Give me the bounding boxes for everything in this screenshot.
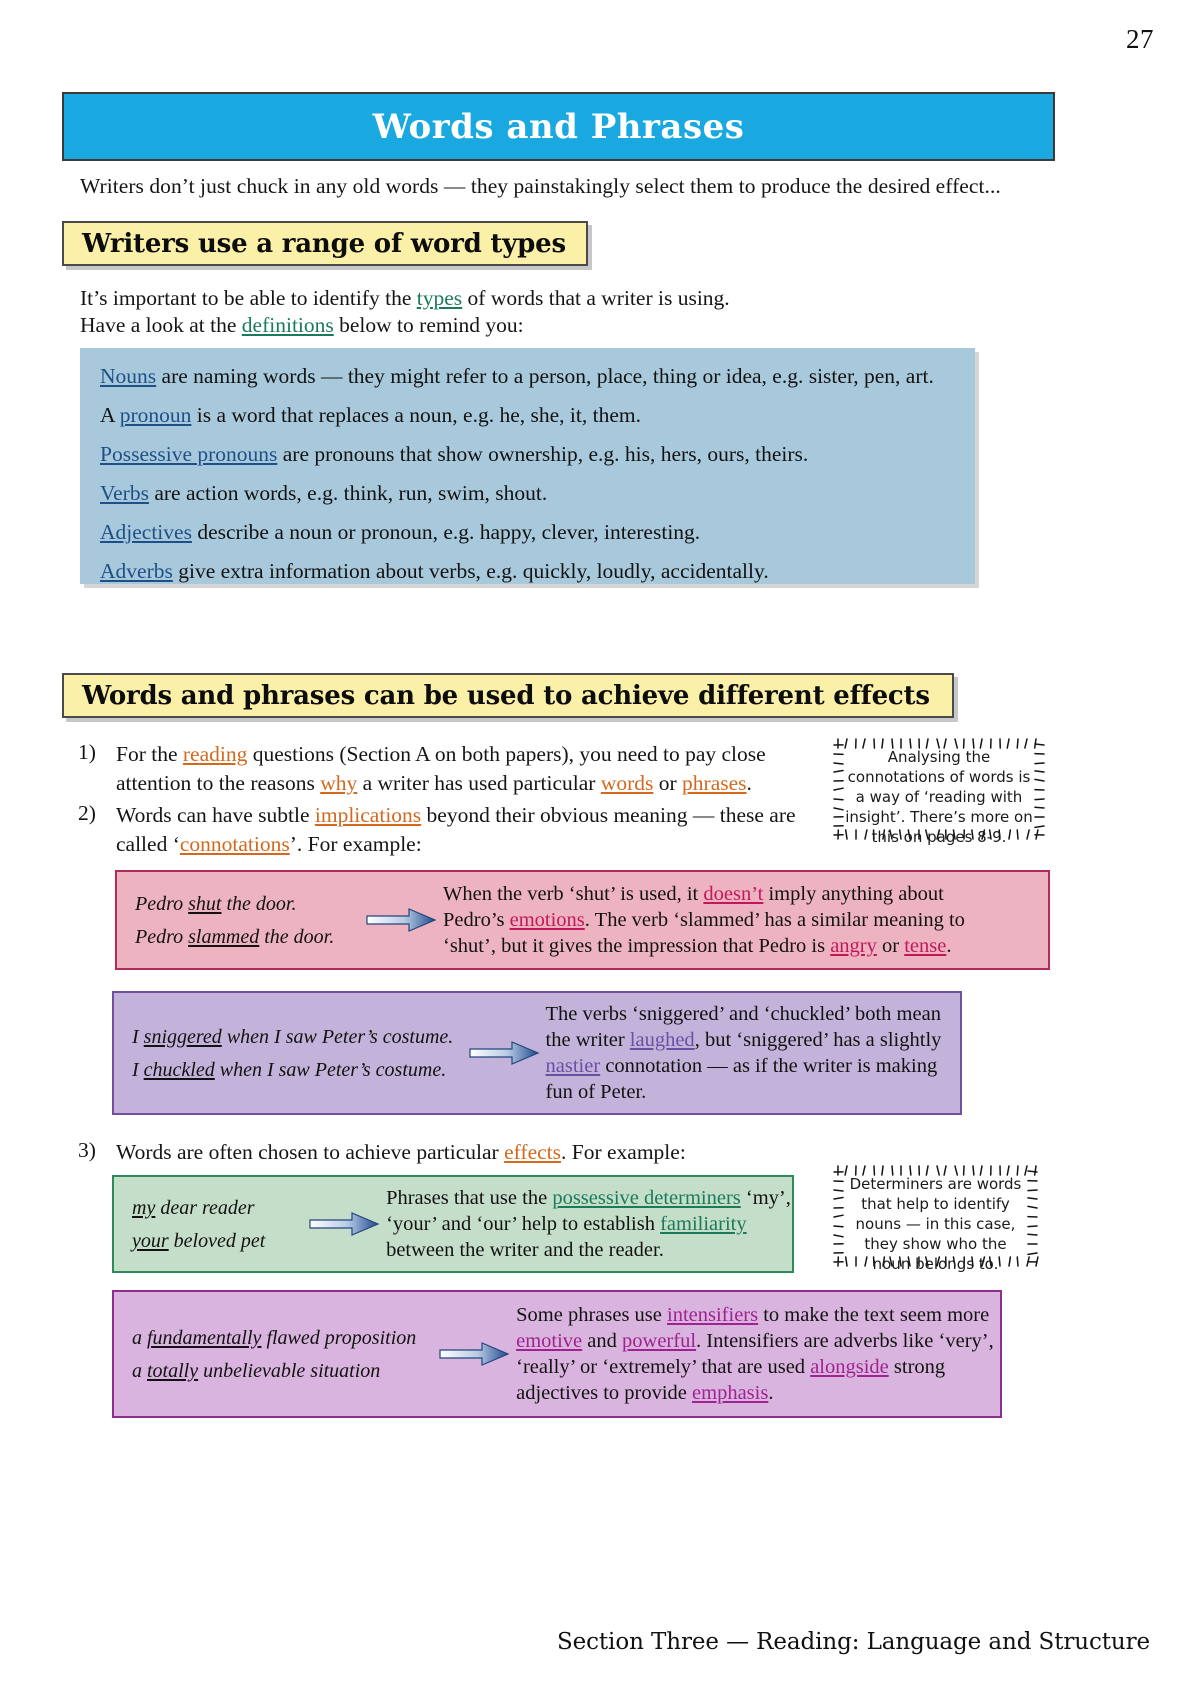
inline-text: when I saw Peter’s costume. (221, 1025, 454, 1048)
list-item-2 (116, 801, 816, 859)
definition-term-link[interactable]: pronoun (119, 403, 192, 427)
inline-text: questions (Section A on both papers), you need to pay close attention to the reasons (116, 742, 766, 795)
inline-text: . The verb ‘slammed’ has a similar meaning to ‘shut’, but it gives the impression that Pedro is (443, 909, 965, 957)
arrow-right-icon (438, 1341, 510, 1367)
example-sentence (132, 1196, 308, 1220)
example-right-column (380, 1185, 792, 1263)
inline-text: Pedro (135, 925, 189, 948)
definition-line (100, 364, 955, 388)
list-marker-1: 1) (78, 740, 96, 764)
example-sentence (132, 1326, 438, 1350)
inline-link[interactable]: your (132, 1229, 169, 1252)
annotation-note-connotations (828, 733, 1050, 845)
intro-text-b: of words that a writer is using. (462, 286, 730, 310)
definition-text: are pronouns that show ownership, e.g. his, hers, ours, theirs. (277, 442, 809, 466)
definition-text: describe a noun or pronoun, e.g. happy, clever, interesting. (191, 520, 701, 544)
inline-text: For the (116, 742, 183, 766)
inline-link[interactable]: emotions (509, 909, 585, 931)
inline-link[interactable]: implications (314, 803, 422, 827)
definition-term-link[interactable]: Adverbs (100, 559, 173, 583)
page-title: Words and Phrases (372, 106, 745, 147)
list-marker-3: 3) (78, 1138, 96, 1162)
annotation-note-determiners (828, 1160, 1043, 1272)
example-left-column (114, 1317, 438, 1392)
definition-text: are action words, e.g. think, run, swim, shout. (148, 481, 548, 505)
list-marker-2: 2) (78, 801, 96, 825)
inline-link[interactable]: effects (504, 1140, 561, 1164)
page-footer: Section Three — Reading: Language and Structure (556, 1629, 1150, 1655)
inline-link[interactable]: angry (830, 935, 877, 957)
definition-text: are naming words — they might refer to a person, place, thing or idea, e.g. sister, pen, art. (156, 364, 934, 388)
inline-link[interactable]: alongside (810, 1356, 889, 1378)
inline-link[interactable]: familiarity (660, 1213, 747, 1235)
definition-line (100, 403, 955, 427)
inline-text: when I saw Peter’s costume. (214, 1058, 447, 1081)
inline-text: or (653, 771, 683, 795)
inline-link[interactable]: phrases (682, 771, 747, 795)
definition-line (100, 559, 955, 583)
definition-term-link[interactable]: Possessive pronouns (100, 442, 278, 466)
inline-text: the door. (259, 925, 335, 948)
definition-term-link[interactable]: Nouns (100, 364, 157, 388)
page-number: 27 (1126, 24, 1154, 54)
example-sentence (132, 1359, 438, 1383)
inline-link[interactable]: doesn’t (703, 883, 764, 905)
intro-text-d: below to remind you: (333, 313, 524, 337)
inline-link[interactable]: shut (188, 892, 222, 915)
inline-text: beyond their obvious meaning — these are called ‘ (116, 803, 796, 856)
example-right-column (437, 881, 1003, 959)
example-right-column (540, 1001, 960, 1105)
word-types-intro-paragraph (80, 285, 940, 339)
list-item-3 (116, 1138, 816, 1167)
inline-text: A (100, 403, 120, 427)
intro-text-c: Have a look at the (80, 313, 242, 337)
inline-text: , but ‘sniggered’ has a slightly (694, 1029, 942, 1051)
inline-text: . (946, 935, 952, 957)
example-box-intensifiers (112, 1290, 1002, 1418)
intro-text-a: It’s important to be able to identify the (80, 286, 417, 310)
example-sentence (132, 1229, 308, 1253)
inline-link[interactable]: possessive determiners (552, 1187, 741, 1209)
arrow-right-icon (468, 1040, 540, 1066)
example-box-connotation-sniggered-chuckled (112, 991, 962, 1115)
inline-text: I (132, 1025, 144, 1048)
inline-link[interactable]: tense (904, 935, 947, 957)
inline-text: connotation — as if the writer is making fun of Peter. (545, 1055, 938, 1103)
inline-text: Words are often chosen to achieve particular (116, 1140, 505, 1164)
arrow-right-icon (308, 1211, 380, 1237)
inline-text: a (132, 1326, 147, 1349)
inline-text: Words can have subtle (116, 803, 315, 827)
inline-text: Phrases that use the (386, 1187, 553, 1209)
inline-text: Some phrases use (516, 1304, 668, 1326)
inline-text: ‘my’, ‘your’ and ‘our’ help to establish (386, 1187, 791, 1235)
list-item-1 (116, 740, 806, 798)
example-sentence (132, 1025, 468, 1049)
example-box-possessive-determiners (112, 1175, 794, 1273)
inline-link[interactable]: emotive (516, 1330, 583, 1352)
example-left-column (114, 1187, 308, 1262)
arrow-right-icon (365, 907, 437, 933)
definition-line (100, 520, 955, 544)
section-heading-label-2: Words and phrases can be used to achieve different effects (82, 680, 930, 711)
inline-link[interactable]: powerful (622, 1330, 697, 1352)
inline-text: between the writer and the reader. (386, 1239, 664, 1261)
inline-text: The verbs ‘sniggered’ and ‘chuckled’ both mean the writer (545, 1003, 941, 1051)
link-definitions[interactable]: definitions (241, 313, 334, 337)
definition-term-link[interactable]: Verbs (100, 481, 149, 505)
inline-text: . (768, 1382, 774, 1404)
example-left-column (117, 883, 365, 958)
inline-text: and (582, 1330, 623, 1352)
inline-text: or (876, 935, 905, 957)
example-left-column (114, 1016, 468, 1091)
inline-text: flawed proposition (261, 1326, 417, 1349)
inline-text: dear reader (155, 1196, 255, 1219)
definitions-box (80, 348, 975, 584)
inline-text: When the verb ‘shut’ is used, it (443, 883, 704, 905)
annotation-note-text: Determiners are words that help to identify nouns — in this case, they show who the noun belongs to. (849, 1175, 1022, 1273)
inline-text: to make the text seem more (758, 1304, 990, 1326)
inline-text: ’. For example: (289, 832, 422, 856)
page-title-banner (62, 92, 1055, 161)
inline-link[interactable]: emphasis (692, 1382, 769, 1404)
example-sentence (135, 892, 365, 916)
definition-line (100, 481, 955, 505)
inline-text: unbelievable situation (198, 1359, 381, 1382)
inline-link[interactable]: totally (147, 1359, 199, 1382)
inline-link[interactable]: slammed (188, 925, 260, 948)
inline-text: the door. (221, 892, 297, 915)
definition-line (100, 442, 955, 466)
inline-link[interactable]: sniggered (143, 1025, 222, 1048)
inline-text: beloved pet (168, 1229, 266, 1252)
intro-line: Writers don’t just chuck in any old words — they painstakingly select them to produce the desired effect... (80, 174, 1001, 198)
definition-term-link[interactable]: Adjectives (100, 520, 192, 544)
example-right-column (510, 1302, 1000, 1406)
inline-link[interactable]: nastier (545, 1055, 601, 1077)
inline-link[interactable]: why (320, 771, 358, 795)
inline-link[interactable]: fundamentally (147, 1326, 262, 1349)
inline-text: . (746, 771, 752, 795)
inline-link[interactable]: reading (182, 742, 248, 766)
section-heading-word-types (62, 221, 588, 266)
inline-text: I (132, 1058, 144, 1081)
example-sentence (132, 1058, 468, 1082)
inline-link[interactable]: my (132, 1196, 156, 1219)
example-box-connotation-shut-slammed (115, 870, 1050, 970)
inline-text: strong adjectives to provide (516, 1356, 946, 1404)
annotation-note-text: Analysing the connotations of words is a way of ‘reading with insight’. There’s more on this on pages 8-9. (845, 748, 1033, 846)
inline-text: . Intensifiers are adverbs like ‘very’, ‘really’ or ‘extremely’ that are used (516, 1330, 994, 1378)
inline-text: a writer has used particular (357, 771, 601, 795)
example-sentence (135, 925, 365, 949)
inline-text: imply anything about Pedro’s (443, 883, 944, 931)
inline-link[interactable]: intensifiers (667, 1304, 759, 1326)
inline-link[interactable]: words (600, 771, 654, 795)
inline-text: . For example: (561, 1140, 686, 1164)
definition-text: give extra information about verbs, e.g. quickly, loudly, accidentally. (172, 559, 769, 583)
inline-link[interactable]: connotations (179, 832, 290, 856)
inline-link[interactable]: chuckled (143, 1058, 215, 1081)
link-types[interactable]: types (416, 286, 463, 310)
inline-text: a (132, 1359, 147, 1382)
section-heading-effects (62, 673, 954, 718)
definition-text: is a word that replaces a noun, e.g. he, she, it, them. (191, 403, 641, 427)
section-heading-label: Writers use a range of word types (82, 228, 566, 259)
inline-text: Pedro (135, 892, 189, 915)
inline-link[interactable]: laughed (629, 1029, 695, 1051)
